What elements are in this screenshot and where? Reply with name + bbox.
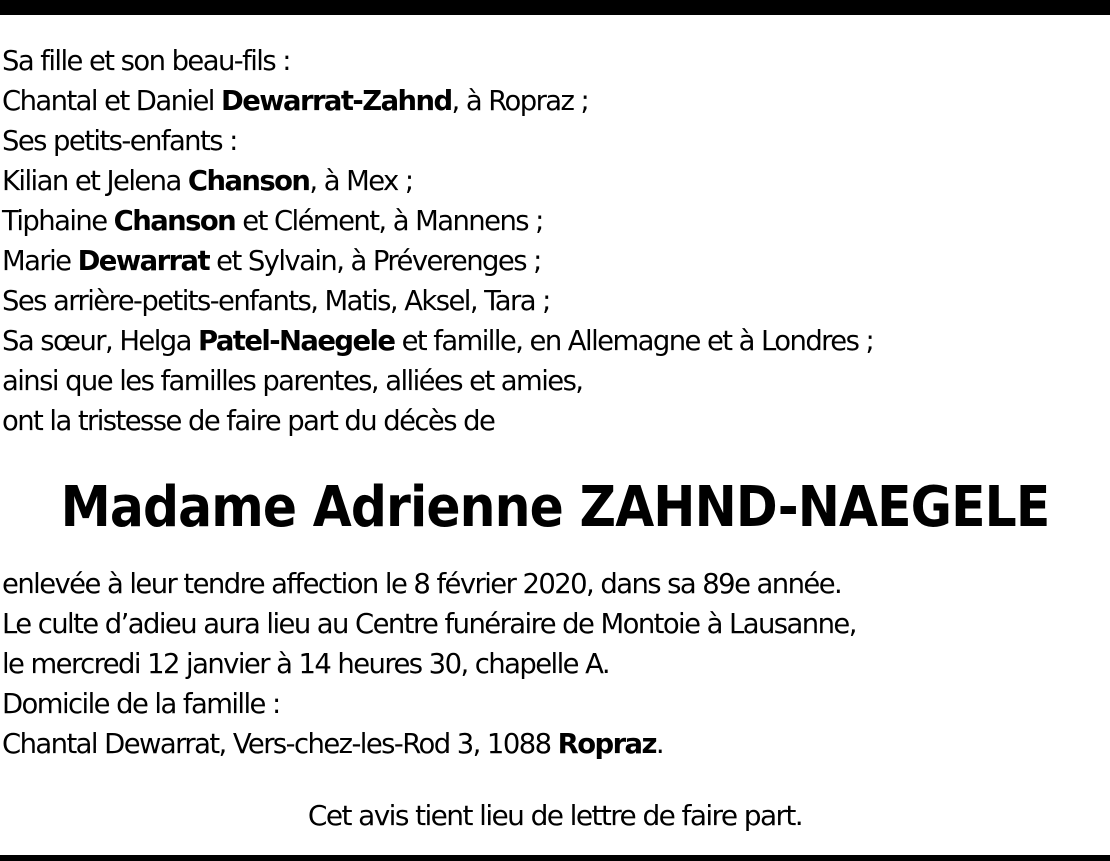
domicile-intro: Domicile de la famille : [2, 687, 280, 720]
footer-note: Cet avis tient lieu de lettre de faire part. [307, 799, 803, 832]
top-border [0, 0, 1110, 15]
daughter-line [2, 81, 1080, 121]
domicile-line [2, 724, 1080, 764]
surname: Chanson [113, 204, 236, 237]
text: et Sylvain, à Préverenges ; [209, 244, 541, 277]
passing-line: enlevée à leur tendre affection le 8 février 2020, dans sa 89e année. [2, 567, 842, 600]
text: Sa sœur, Helga [2, 324, 199, 357]
great-grandchildren-line: Ses arrière-petits-enfants, Matis, Aksel, Tara ; [2, 284, 550, 317]
surname: Dewarrat [77, 244, 210, 277]
text: , à Ropraz ; [451, 84, 589, 117]
surname: Chanson [187, 164, 310, 197]
text: Chantal et Daniel [2, 84, 222, 117]
text: Chantal Dewarrat, Vers-chez-les-Rod 3, 1088 [2, 727, 558, 760]
grandchild-line [2, 161, 1080, 201]
surname: Ropraz [557, 727, 656, 760]
ceremony-line: Le culte d’adieu aura lieu au Centre funéraire de Montoie à Lausanne, [2, 607, 856, 640]
text: Kilian et Jelena [2, 164, 188, 197]
text: et Clément, à Mannens ; [235, 204, 543, 237]
relatives-line: ainsi que les familles parentes, alliées et amies, [2, 364, 583, 397]
surname: Patel-Naegele [198, 324, 395, 357]
announcement-line: ont la tristesse de faire part du décès de [2, 404, 495, 437]
grandchildren-intro: Ses petits-enfants : [2, 124, 237, 157]
text: . [655, 727, 664, 760]
text: Tiphaine [2, 204, 114, 237]
daughter-intro: Sa fille et son beau-fils : [2, 44, 290, 77]
ceremony-line: le mercredi 12 janvier à 14 heures 30, chapelle A. [2, 647, 609, 680]
sister-line [2, 321, 1080, 361]
text: Marie [2, 244, 78, 277]
grandchild-line [2, 241, 1080, 281]
deceased-name: Madame Adrienne ZAHND-NAEGELE [60, 475, 1050, 540]
surname: Dewarrat-Zahnd [221, 84, 452, 117]
details-block [2, 564, 1102, 764]
grandchild-line [2, 201, 1080, 241]
text: , à Mex ; [309, 164, 413, 197]
text: et famille, en Allemagne et à Londres ; [394, 324, 874, 357]
bottom-border [0, 855, 1110, 861]
family-list [2, 41, 1102, 441]
